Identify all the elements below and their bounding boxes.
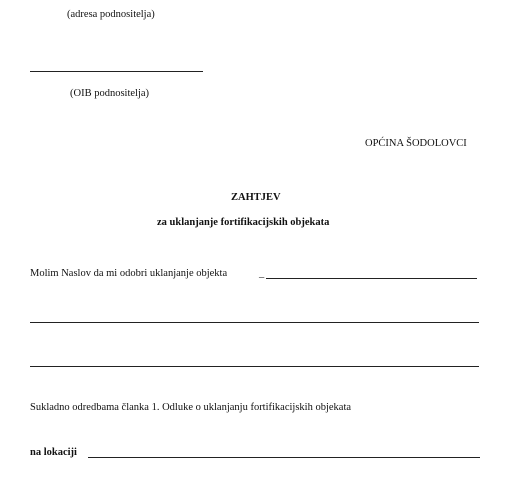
form-title: ZAHTJEV bbox=[231, 192, 281, 203]
location-label: na lokaciji bbox=[30, 447, 77, 458]
oib-caption: (OIB podnositelja) bbox=[70, 88, 150, 99]
form-subtitle: za uklanjanje fortifikacijskih objekata bbox=[157, 217, 330, 228]
location-line[interactable] bbox=[88, 457, 480, 458]
object-description-line-1[interactable] bbox=[266, 278, 477, 279]
recipient-name: OPĆINA ŠODOLOVCI bbox=[365, 138, 467, 149]
legal-basis-text: Sukladno odredbama članka 1. Odluke o uklanjanju fortifikacijskih objekata bbox=[30, 402, 352, 413]
request-text: Molim Naslov da mi odobri uklanjanje objekta bbox=[30, 268, 228, 279]
request-blank: _ bbox=[259, 268, 265, 279]
object-description-line-2[interactable] bbox=[30, 322, 479, 323]
oib-line[interactable] bbox=[30, 71, 203, 72]
address-caption: (adresa podnositelja) bbox=[67, 9, 155, 20]
object-description-line-3[interactable] bbox=[30, 366, 479, 367]
